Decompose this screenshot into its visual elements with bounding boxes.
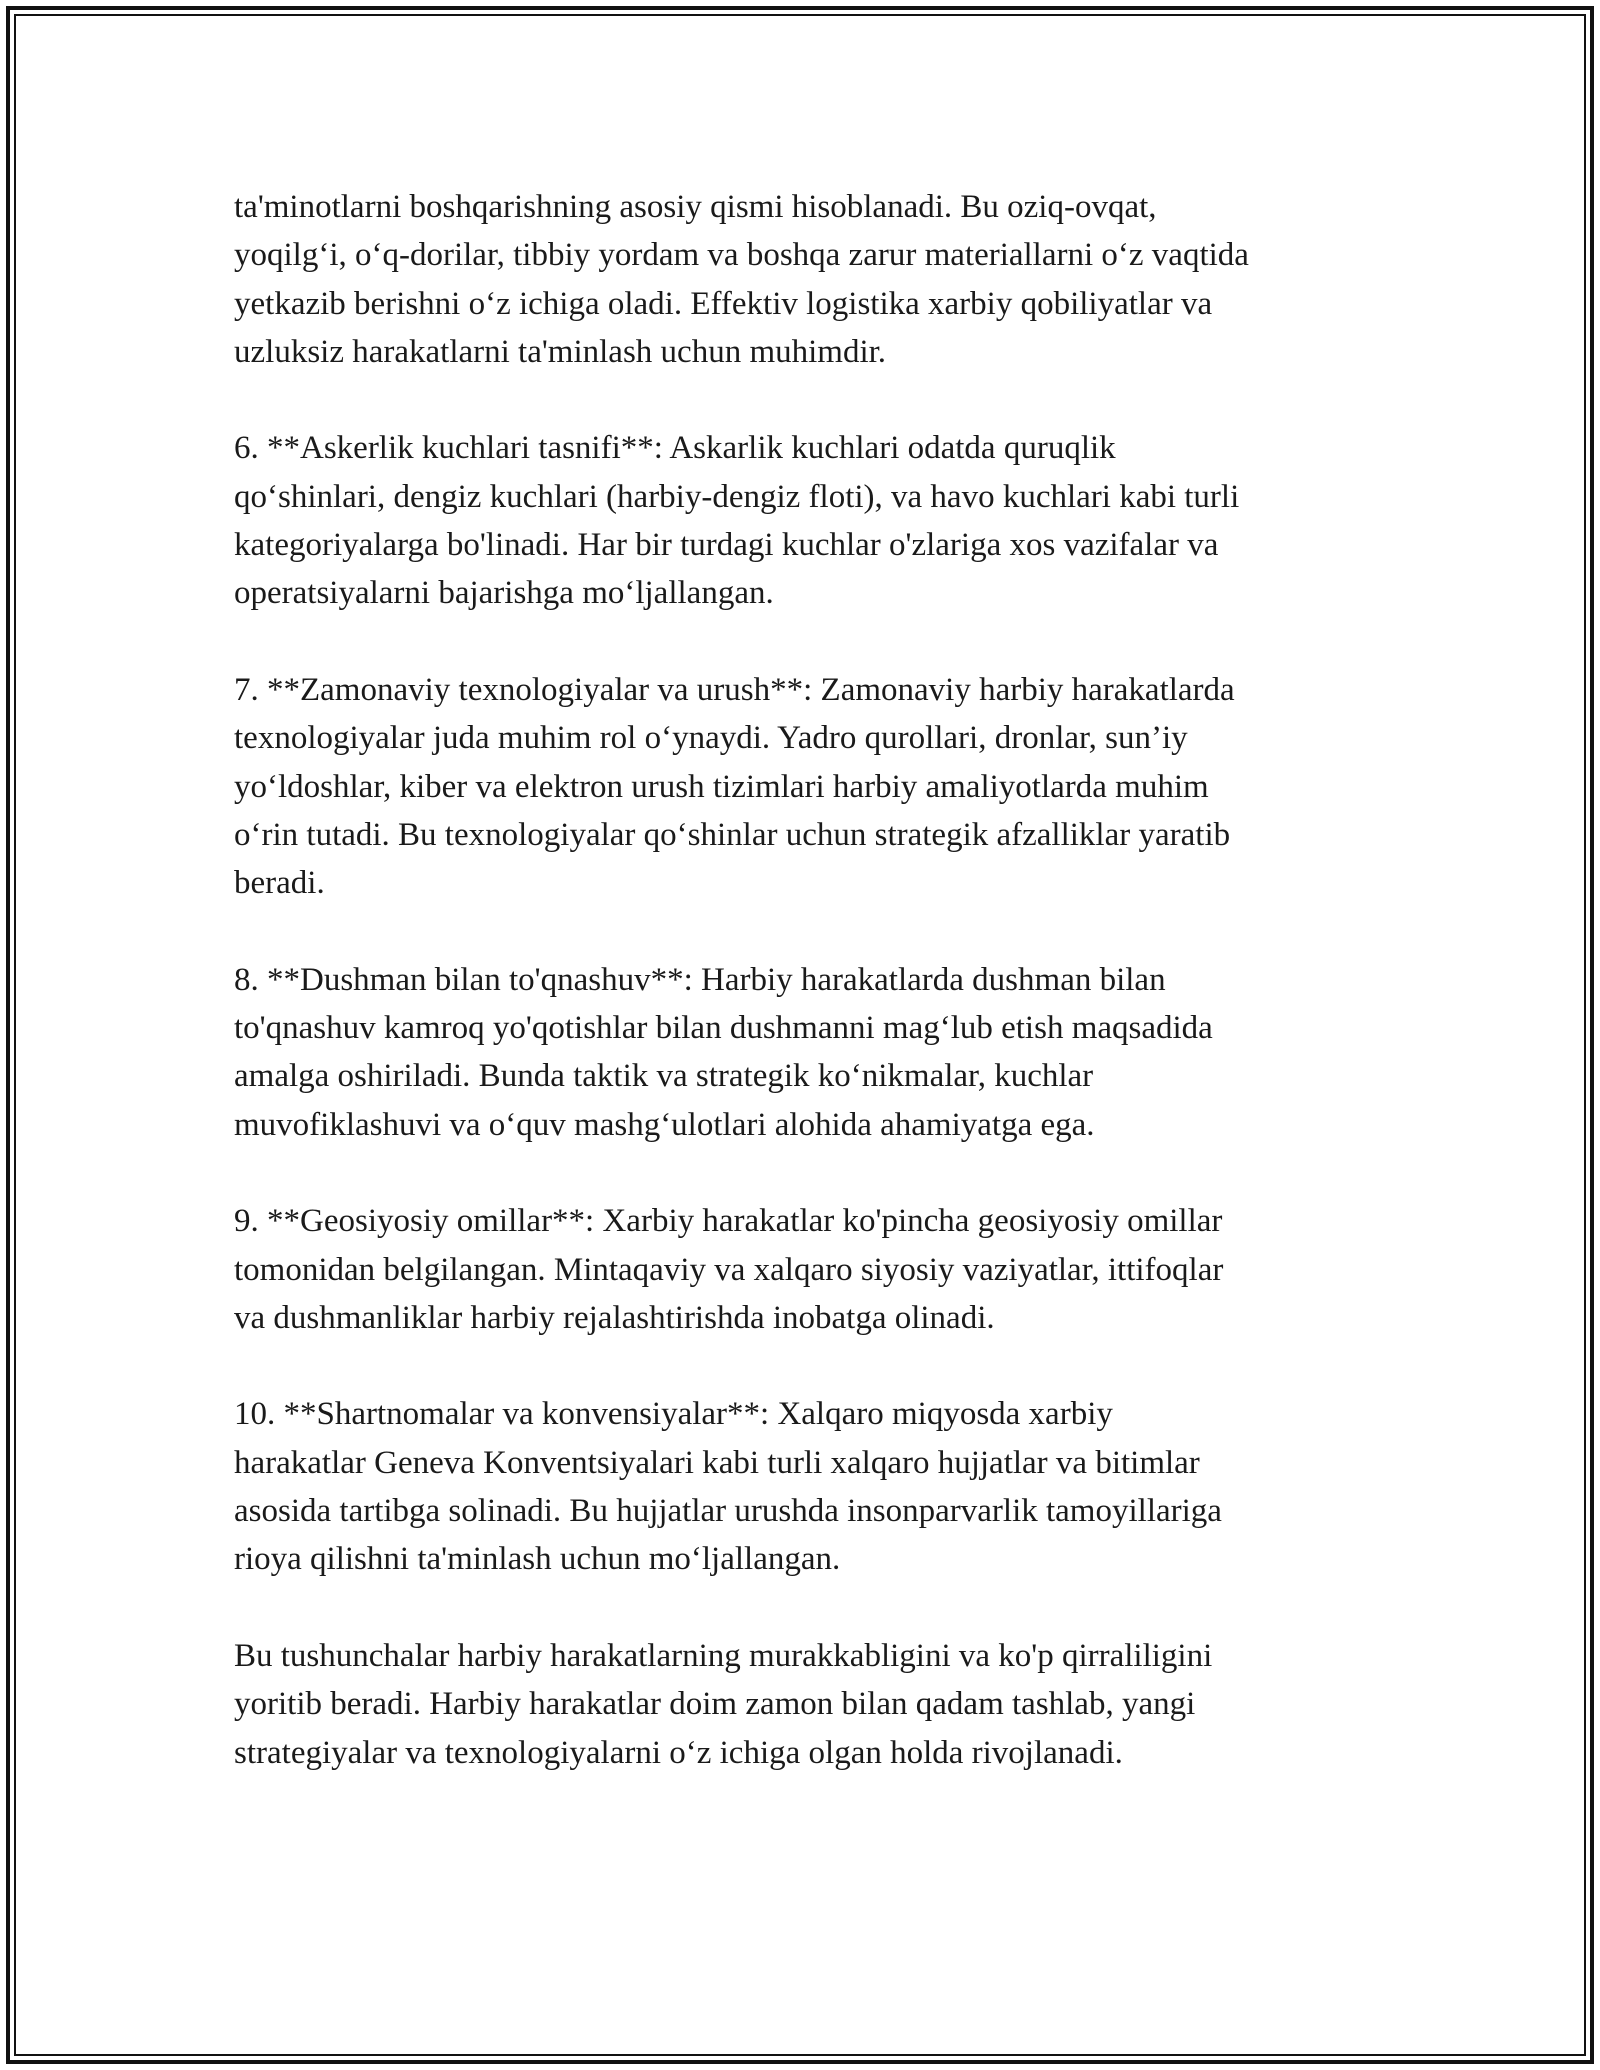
- text-line: asosida tartibga solinadi. Bu hujjatlar urushda insonparvarlik tamoyillariga: [234, 1493, 1222, 1530]
- paragraph-item-7: [234, 666, 1384, 907]
- text-line: yoqilg‘i, o‘q-dorilar, tibbiy yordam va boshqa zarur materiallarni o‘z vaqtida: [234, 237, 1249, 274]
- text-line: ta'minotlarni boshqarishning asosiy qismi hisoblanadi. Bu oziq-ovqat,: [234, 189, 1157, 225]
- text-line: rioya qilishni ta'minlash uchun mo‘ljallangan.: [234, 1541, 841, 1578]
- text-line: qo‘shinlari, dengiz kuchlari (harbiy-dengiz floti), va havo kuchlari kabi turli: [234, 478, 1240, 515]
- text-line: to'qnashuv kamroq yo'qotishlar bilan dushmanni mag‘lub etish maqsadida: [234, 1010, 1213, 1047]
- text-line: 6. **Askerlik kuchlari tasnifi**: Askarlik kuchlari odatda quruqlik: [234, 430, 1116, 467]
- text-line: operatsiyalarni bajarishga mo‘ljallangan.: [234, 575, 774, 612]
- paragraph-item-6: [234, 424, 1384, 617]
- paragraph-conclusion: [234, 1632, 1384, 1777]
- text-line: 8. **Dushman bilan to'qnashuv**: Harbiy harakatlarda dushman bilan: [234, 961, 1166, 998]
- text-line: 9. **Geosiyosiy omillar**: Xarbiy harakatlar ko'pincha geosiyosiy omillar: [234, 1203, 1223, 1240]
- text-line: Bu tushunchalar harbiy harakatlarning murakkabligini va ko'p qirraliligini: [234, 1637, 1213, 1674]
- paragraph-item-8: [234, 956, 1384, 1149]
- paragraph-item-9: [234, 1197, 1384, 1342]
- text-line: amalga oshiriladi. Bunda taktik va strategik ko‘nikmalar, kuchlar: [234, 1058, 1094, 1095]
- document-body: [234, 183, 1384, 1777]
- text-line: yoritib beradi. Harbiy harakatlar doim zamon bilan qadam tashlab, yangi: [234, 1686, 1196, 1723]
- text-line: tomonidan belgilangan. Mintaqaviy va xalqaro siyosiy vaziyatlar, ittifoqlar: [234, 1251, 1224, 1288]
- paragraph-item-10: [234, 1390, 1384, 1583]
- paragraph-logistics: [234, 183, 1384, 376]
- text-line: uzluksiz harakatlarni ta'minlash uchun muhimdir.: [234, 333, 887, 370]
- text-line: texnologiyalar juda muhim rol o‘ynaydi. Yadro qurollari, dronlar, sun’iy: [234, 720, 1188, 757]
- text-line: harakatlar Geneva Konventsiyalari kabi turli xalqaro hujjatlar va bitimlar: [234, 1444, 1200, 1481]
- text-line: beradi.: [234, 865, 325, 902]
- text-line: 10. **Shartnomalar va konvensiyalar**: Xalqaro miqyosda xarbiy: [234, 1396, 1113, 1433]
- text-line: o‘rin tutadi. Bu texnologiyalar qo‘shinlar uchun strategik afzalliklar yaratib: [234, 816, 1231, 853]
- text-line: kategoriyalarga bo'linadi. Har bir turdagi kuchlar o'zlariga xos vazifalar va: [234, 527, 1219, 564]
- text-line: 7. **Zamonaviy texnologiyalar va urush**: Zamonaviy harbiy harakatlarda: [234, 671, 1235, 708]
- text-line: yo‘ldoshlar, kiber va elektron urush tizimlari harbiy amaliyotlarda muhim: [234, 768, 1209, 805]
- text-line: va dushmanliklar harbiy rejalashtirishda inobatga olinadi.: [234, 1299, 995, 1336]
- text-line: yetkazib berishni o‘z ichiga oladi. Effektiv logistika xarbiy qobiliyatlar va: [234, 285, 1213, 322]
- text-line: muvofiklashuvi va o‘quv mashg‘ulotlari alohida ahamiyatga ega.: [234, 1106, 1095, 1143]
- text-line: strategiyalar va texnologiyalarni o‘z ichiga olgan holda rivojlanadi.: [234, 1734, 1123, 1771]
